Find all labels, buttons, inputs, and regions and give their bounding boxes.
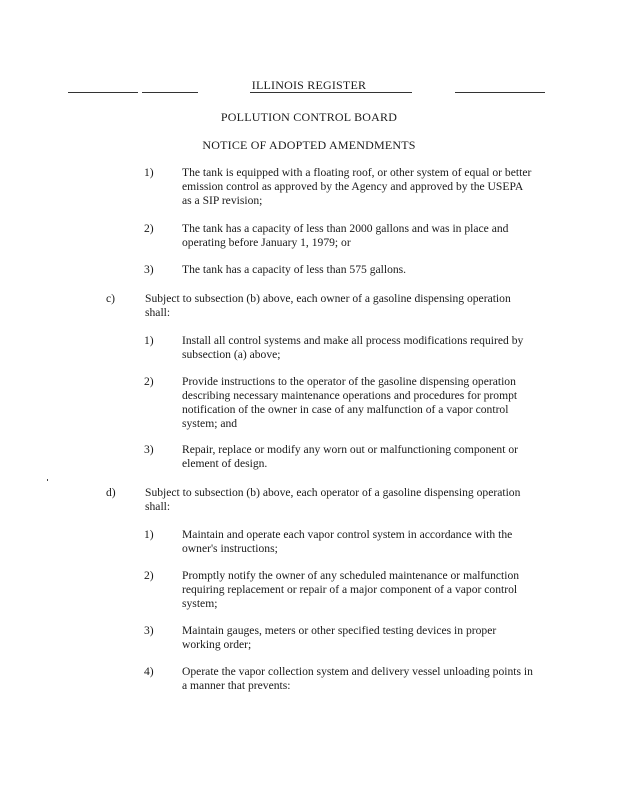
item-text: Maintain gauges, meters or other specified testing devices in proper working order; <box>182 624 497 651</box>
item-text: Maintain and operate each vapor control system in accordance with the owner's instructions; <box>182 528 513 555</box>
item-number: 1) <box>144 166 154 179</box>
notice-title: NOTICE OF ADOPTED AMENDMENTS <box>202 138 416 152</box>
item-text: Operate the vapor collection system and delivery vessel unloading points in a manner that prevents: <box>182 665 533 692</box>
item-number: 2) <box>144 569 154 582</box>
register-title: ILLINOIS REGISTER <box>251 78 367 92</box>
item-text: The tank has a capacity of less than 575 gallons. <box>182 263 407 276</box>
margin-mark <box>47 479 48 481</box>
board-title: POLLUTION CONTROL BOARD <box>220 110 398 124</box>
item-number: 1) <box>144 334 154 347</box>
item-text: Promptly notify the owner of any scheduled maintenance or malfunction requiring replacement or repair of a major component of a vapor control system; <box>182 569 520 610</box>
item-text: The tank has a capacity of less than 2000 gallons and was in place and operating before January 1, 1979; or <box>182 222 509 249</box>
item-text: Provide instructions to the operator of the gasoline dispensing operation describing necessary maintenance operations and procedures for prompt notification of the owner in case of any malfunction of a vapor control system; and <box>182 375 518 430</box>
item-number: 3) <box>144 443 154 456</box>
item-text: Install all control systems and make all process modifications required by subsection (a) above; <box>182 334 524 361</box>
item-number: 4) <box>144 665 154 678</box>
subsection-letter: d) <box>106 486 116 499</box>
item-text: The tank is equipped with a floating roof, or other system of equal or better emission control as approved by the Agency and approved by the USEPA as a SIP revision; <box>182 166 532 207</box>
item-number: 3) <box>144 624 154 637</box>
subsection-letter: c) <box>106 292 116 305</box>
item-number: 1) <box>144 528 154 541</box>
item-number: 2) <box>144 222 154 235</box>
subsection-intro: Subject to subsection (b) above, each owner of a gasoline dispensing operation shall: <box>145 292 511 319</box>
subsection-intro: Subject to subsection (b) above, each operator of a gasoline dispensing operation shall: <box>145 486 521 513</box>
item-number: 2) <box>144 375 154 388</box>
item-number: 3) <box>144 263 154 276</box>
item-text: Repair, replace or modify any worn out or malfunctioning component or element of design. <box>182 443 518 470</box>
